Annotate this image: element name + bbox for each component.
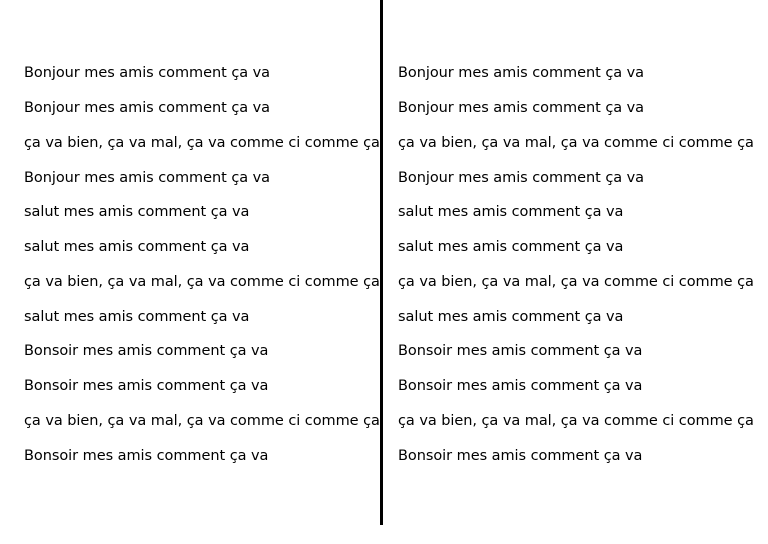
text-line: salut mes amis comment ça va bbox=[398, 204, 624, 220]
text-line: Bonsoir mes amis comment ça va bbox=[398, 378, 643, 394]
text-line: ça va bien, ça va mal, ça va comme ci comme ça bbox=[24, 274, 380, 290]
text-line: salut mes amis comment ça va bbox=[398, 309, 624, 325]
text-line: ça va bien, ça va mal, ça va comme ci comme ça bbox=[398, 135, 754, 151]
text-line: Bonjour mes amis comment ça va bbox=[398, 170, 645, 186]
text-line: salut mes amis comment ça va bbox=[24, 239, 250, 255]
text-line: ça va bien, ça va mal, ça va comme ci comme ça bbox=[24, 135, 380, 151]
text-line: Bonjour mes amis comment ça va bbox=[398, 65, 645, 81]
text-line: Bonsoir mes amis comment ça va bbox=[398, 343, 643, 359]
text-line: salut mes amis comment ça va bbox=[24, 309, 250, 325]
text-line: Bonsoir mes amis comment ça va bbox=[398, 448, 643, 464]
text-line: Bonjour mes amis comment ça va bbox=[24, 100, 271, 116]
text-line: salut mes amis comment ça va bbox=[24, 204, 250, 220]
text-line: Bonjour mes amis comment ça va bbox=[398, 100, 645, 116]
column-divider bbox=[380, 0, 383, 525]
text-line: ça va bien, ça va mal, ça va comme ci comme ça bbox=[398, 413, 754, 429]
text-line: salut mes amis comment ça va bbox=[398, 239, 624, 255]
text-line: Bonsoir mes amis comment ça va bbox=[24, 378, 269, 394]
text-line: ça va bien, ça va mal, ça va comme ci comme ça bbox=[398, 274, 754, 290]
text-line: ça va bien, ça va mal, ça va comme ci comme ça bbox=[24, 413, 380, 429]
text-line: Bonjour mes amis comment ça va bbox=[24, 65, 271, 81]
text-line: Bonsoir mes amis comment ça va bbox=[24, 448, 269, 464]
text-line: Bonsoir mes amis comment ça va bbox=[24, 343, 269, 359]
text-line: Bonjour mes amis comment ça va bbox=[24, 170, 271, 186]
